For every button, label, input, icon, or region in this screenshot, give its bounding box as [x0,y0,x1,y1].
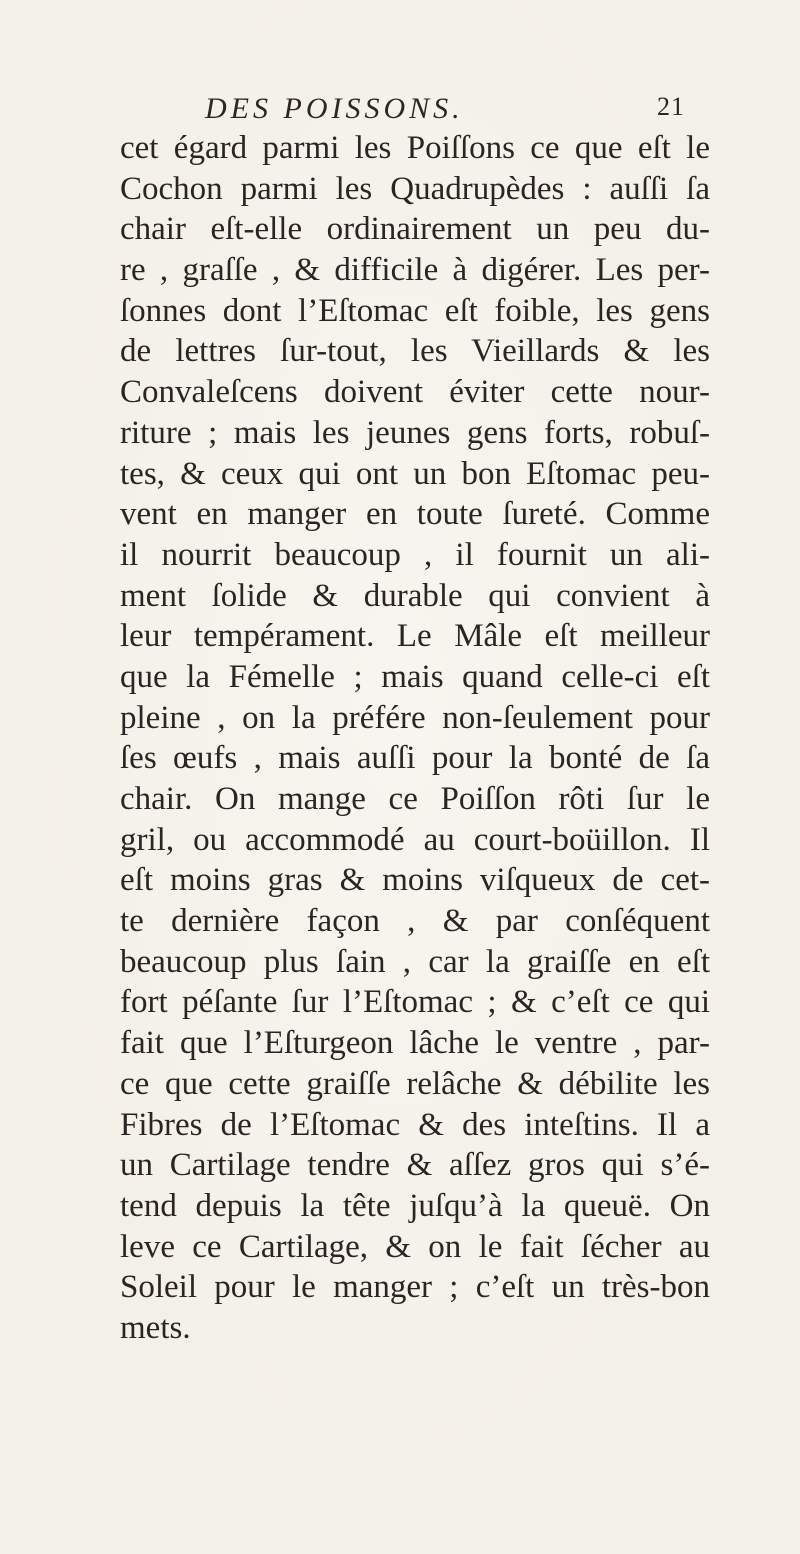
text-line: Soleil pour le manger ; c’eſt un très-bon [120,1269,710,1306]
text-line: vent en manger en toute ſureté. Comme [120,496,710,533]
text-line: eſt moins gras & moins viſqueux de cet- [120,862,710,899]
text-line: leur tempérament. Le Mâle eſt meilleur [120,618,710,655]
text-line: mets. [120,1309,191,1346]
text-line: pleine , on la préfére non-ſeulement pour [120,699,710,736]
text-line: tend depuis la tête juſqu’à la queuë. On [120,1187,710,1224]
text-line: riture ; mais les jeunes gens forts, robuſ- [120,414,710,451]
text-line: fort péſante ſur l’Eſtomac ; & c’eſt ce qui [120,984,710,1021]
text-line: ſes œufs , mais auſſi pour la bonté de ſa [120,740,710,777]
text-line: cet égard parmi les Poiſſons ce que eſt le [120,130,710,166]
text-line: il nourrit beaucoup , il fournit un ali- [120,536,710,573]
running-head-title: DES POISSONS. [205,92,464,125]
text-line: ce que cette graiſſe relâche & débilite les [120,1065,710,1102]
text-line: re , graſſe , & difficile à digérer. Les per- [120,252,710,289]
text-line: te dernière façon , & par conſéquent [120,903,710,940]
text-line: que la Fémelle ; mais quand celle-ci eſt [120,658,710,695]
text-line: Convaleſcens doivent éviter cette nour- [120,374,710,411]
text-line: chair eſt-elle ordinairement un peu du- [120,211,710,248]
text-line: beaucoup plus ſain , car la graiſſe en eſt [120,943,710,980]
page-number: 21 [657,92,685,121]
text-line: fait que l’Eſturgeon lâche le ventre , par- [120,1025,710,1062]
text-line: Fibres de l’Eſtomac & des inteſtins. Il a [120,1106,710,1143]
running-head [205,92,685,132]
text-line: tes, & ceux qui ont un bon Eſtomac peu- [120,455,710,492]
text-line: chair. On mange ce Poiſſon rôti ſur le [120,781,710,817]
text-line: ment ſolide & durable qui convient à [120,577,710,614]
text-line: de lettres ſur-tout, les Vieillards & les [120,333,710,370]
text-line: ſonnes dont l’Eſtomac eſt foible, les gens [120,292,710,329]
text-line: un Cartilage tendre & aſſez gros qui s’é- [120,1147,710,1184]
body-text [120,128,710,1349]
text-line: gril, ou accommodé au court-boüillon. Il [120,821,710,858]
text-line: leve ce Cartilage, & on le fait ſécher au [120,1228,710,1265]
text-line: Cochon parmi les Quadrupèdes : auſſi ſa [120,170,710,207]
